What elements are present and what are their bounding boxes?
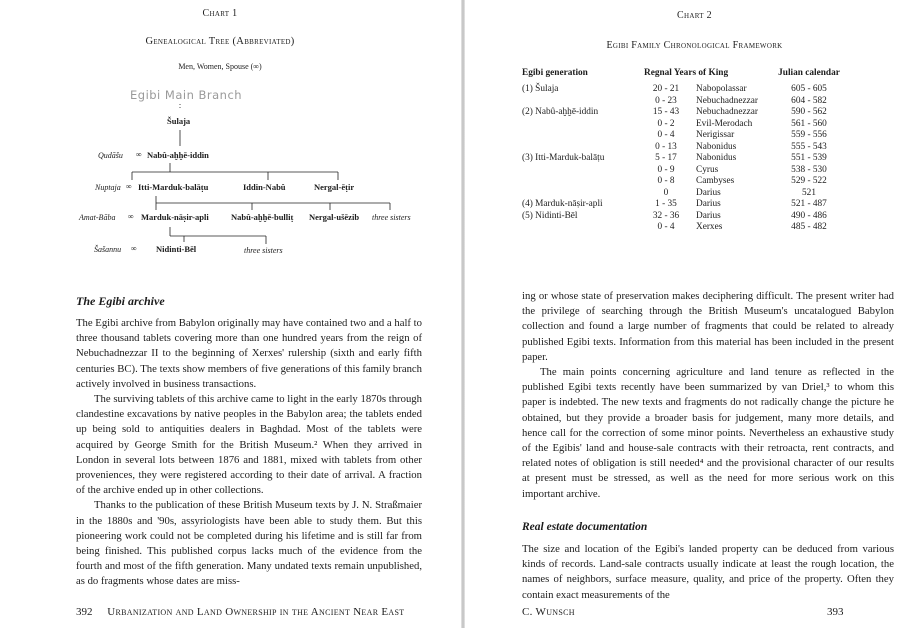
page-number: 392 xyxy=(76,606,93,618)
julian-date-cell: 490 - 486 xyxy=(791,210,827,221)
regnal-years-cell: 20 - 21 xyxy=(652,84,680,94)
page-number: 393 xyxy=(827,606,844,618)
spouse-sasannu: Šašannu xyxy=(94,245,122,254)
table-row xyxy=(522,107,877,118)
regnal-years-cell: 5 - 17 xyxy=(655,153,677,163)
table-row xyxy=(522,142,877,153)
king-cell: Cyrus xyxy=(696,164,719,175)
regnal-years-cell: 0 - 4 xyxy=(657,222,675,232)
running-head: Urbanization and Land Ownership in the Ancient Near East xyxy=(107,606,405,618)
generation-cell: (1) Šulaja xyxy=(522,84,559,94)
king-cell: Nabonidus xyxy=(696,153,737,163)
generation-cell: (4) Marduk-nāṣir-apli xyxy=(522,199,603,209)
spouse-nuptaja: Nuptaja xyxy=(95,183,121,192)
king-cell: Nebuchadnezzar xyxy=(696,107,758,117)
right-page xyxy=(465,0,924,628)
julian-date-cell: 590 - 562 xyxy=(791,107,827,117)
paragraph: ing or whose state of preservation makes deciphering difficult. The present writer had the privilege of searching through the British Museum's uncatalogued Babylon collection and found a large number of fragments that could be related to already published Egibi texts. Information from this material has been included in the present paper. xyxy=(522,290,894,363)
paragraph: The main points concerning agriculture and land tenure as reflected in the published Egibi texts recently have been summarized by van Driel,³ to whom this paper is indebted. The new texts and fragments do not radically change the picture he obtained, but they provide a broader basis for judgement, many more details, and hence call for the correction of some minor points. Nevertheless an exhaustive study of the Egibis' land and house-sale contracts with their retroacta, rent contracts, and related notes of obligation is still needed⁴ and the provisional character of our results at present must be stressed, as well as the need for more serious work on this important archive. xyxy=(522,366,894,500)
branch-label: Egibi Main Branch xyxy=(130,88,243,102)
king-cell: Darius xyxy=(696,187,721,198)
person-nergal-usezib: Nergal-ušēzib xyxy=(309,212,360,222)
table-row xyxy=(522,130,877,141)
person-nidinti-bel: Nidinti-Bēl xyxy=(156,244,197,254)
tree-connector-lines xyxy=(0,0,461,280)
spouse-qudasu: Qudāšu xyxy=(98,151,123,160)
genealogical-tree-title: Genealogical Tree (Abbreviated) xyxy=(145,36,295,47)
king-cell: Nabonidus xyxy=(696,141,737,152)
table-row xyxy=(522,176,877,187)
king-cell: Evil-Merodach xyxy=(696,118,753,129)
section-heading-egibi-archive: The Egibi archive xyxy=(76,294,165,308)
column-header: Julian calendar xyxy=(778,68,840,78)
regnal-years-cell: 32 - 36 xyxy=(652,210,680,221)
column-header: Regnal Years of King xyxy=(644,68,729,78)
king-cell: Darius xyxy=(696,210,721,221)
column-header: Egibi generation xyxy=(522,68,588,78)
king-cell: Nabopolassar xyxy=(696,84,747,94)
paragraph: The size and location of the Egibi's landed property can be deduced from various kinds of records. Land-sale contracts usually indicate at least the rough location, the names of neighbors, surface measure, quality, and price of the property. Often they contain exact measurements of the xyxy=(522,543,894,601)
julian-date-cell: 561 - 560 xyxy=(791,118,827,129)
julian-date-cell: 521 xyxy=(802,187,816,198)
tree-legend: Men, Women, Spouse (∞) xyxy=(178,62,262,71)
julian-date-cell: 605 - 605 xyxy=(791,84,827,94)
julian-date-cell: 551 - 539 xyxy=(791,153,827,163)
regnal-years-cell: 0 xyxy=(663,187,669,198)
regnal-years-cell: 0 - 8 xyxy=(657,176,675,186)
table-row xyxy=(522,199,877,210)
paragraph: The surviving tablets of this archive came to light in the early 1870s through clandestine excavations by native peoples in the Babylon area; the tablets ended up being sold to antiquities dealers in Baghdad. Most of the tablets were acquired by George Smith for the British Museum.² When they arrived in London in several lots between 1876 and 1881, mixed with tablets from other proveniences, they were registered according to their date of arrival. A fraction of the archive ended up in other collections. xyxy=(76,393,422,497)
chart-2-label: Chart 2 xyxy=(677,10,712,21)
king-cell: Nerigissar xyxy=(696,130,735,140)
king-cell: Nebuchadnezzar xyxy=(696,95,758,106)
left-footer xyxy=(76,606,404,618)
table-row xyxy=(522,119,877,130)
person-nergal-etir: Nergal-ēṭir xyxy=(314,182,355,192)
regnal-years-cell: 15 - 43 xyxy=(652,107,680,117)
generation-cell: (3) Itti-Marduk-balāṭu xyxy=(522,153,605,163)
regnal-years-cell: 0 - 2 xyxy=(657,118,675,129)
left-body-text xyxy=(76,316,422,590)
julian-date-cell: 538 - 530 xyxy=(791,164,827,175)
paragraph: Thanks to the publication of these British Museum texts by J. N. Straßmaier in the 1880s and '90s, assyriologists have been able to study them. But this pioneering work could not be completed during his lifetime and is still far from being finished. This published corpus lacks much of the evidence from the fourth and most of the fifth generation. Many undated texts remain unpublished, as do fragments whose dates are miss- xyxy=(76,499,422,588)
chart-1-label: Chart 1 xyxy=(202,8,238,19)
julian-date-cell: 485 - 482 xyxy=(791,222,827,232)
chronology-table-title: Egibi Family Chronological Framework xyxy=(606,40,783,51)
julian-date-cell: 555 - 543 xyxy=(791,141,827,152)
table-row xyxy=(522,153,877,164)
king-cell: Xerxes xyxy=(696,222,723,232)
three-sisters-gen5: three sisters xyxy=(244,246,283,255)
person-nabu-ahhe-bullit: Nabû-aḫḫē-bulliṭ xyxy=(231,212,294,222)
person-nabu-ahhe-iddin: Nabû-aḫḫē-iddin xyxy=(147,150,209,160)
section-heading-real-estate: Real estate documentation xyxy=(522,521,648,533)
julian-date-cell: 529 - 522 xyxy=(791,176,827,186)
left-page xyxy=(0,0,461,628)
spouse-symbol: ∞ xyxy=(126,182,132,191)
paragraph: The Egibi archive from Babylon originally may have contained two and a half to three thousand tablets covering more than one hundred years from the reign of Nebuchadnezzar II to the beginning of Xerxes' rulership (sixth and early fifth centuries BC). The texts show members of five generations of this family branch actively involved in business transactions. xyxy=(76,317,422,390)
spouse-symbol: ∞ xyxy=(128,212,134,221)
right-body-text xyxy=(522,289,894,502)
spouse-symbol: ∞ xyxy=(131,244,137,253)
person-itti-marduk-balatu: Itti-Marduk-balāṭu xyxy=(138,182,209,192)
generation-cell: (5) Nidinti-Bēl xyxy=(522,210,578,221)
julian-date-cell: 521 - 487 xyxy=(791,199,827,209)
spouse-amat-baba: Amat-Bāba xyxy=(79,213,116,222)
table-row xyxy=(522,165,877,176)
table-row xyxy=(522,96,877,107)
regnal-years-cell: 0 - 23 xyxy=(655,95,677,106)
table-row xyxy=(522,188,877,199)
spouse-symbol: ∞ xyxy=(136,150,142,159)
person-sulaja: Šulaja xyxy=(167,116,191,126)
author-running-head: C. Wunsch xyxy=(522,606,575,618)
king-cell: Cambyses xyxy=(696,176,735,186)
person-marduk-nasir-apli: Marduk-nāṣir-apli xyxy=(141,212,209,222)
julian-date-cell: 559 - 556 xyxy=(791,130,827,140)
regnal-years-cell: 0 - 4 xyxy=(657,130,675,140)
table-row xyxy=(522,222,877,233)
regnal-years-cell: 1 - 35 xyxy=(655,199,677,209)
regnal-years-cell: 0 - 9 xyxy=(657,164,675,175)
king-cell: Darius xyxy=(696,199,721,209)
julian-date-cell: 604 - 582 xyxy=(791,95,827,106)
right-body-text-2 xyxy=(522,542,894,603)
generation-cell: (2) Nabû-aḫḫē-iddin xyxy=(522,107,599,117)
table-row xyxy=(522,84,877,95)
three-sisters-gen4: three sisters xyxy=(372,213,411,222)
person-iddin-nabu: Iddin-Nabû xyxy=(243,182,286,192)
table-row xyxy=(522,211,877,222)
regnal-years-cell: 0 - 13 xyxy=(655,141,677,152)
table-header-row xyxy=(522,68,877,79)
